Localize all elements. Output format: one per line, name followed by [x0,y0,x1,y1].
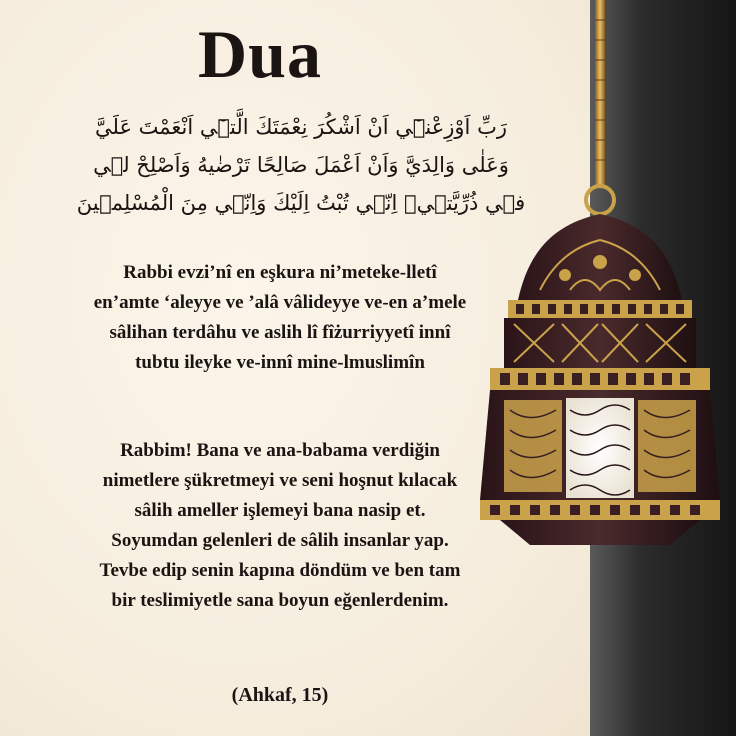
transliteration-line: Rabbi evzi’nî en eşkura ni’meteke-lletî [123,262,437,283]
transliteration-line: sâlihan terdâhu ve aslih lî fîżurriyyetî innî [109,322,451,343]
arabic-line: رَبِّ اَوْزِعْنٖٓي اَنْ اَشْكُرَ نِعْمَتَكَ الَّتٖٓي اَنْعَمْتَ عَلَيَّ [95,115,507,139]
meaning-line: nimetlere şükretmeyi ve seni hoşnut kılacak [102,470,458,491]
arabic-line: وَعَلٰى وَالِدَيَّ وَاَنْ اَعْمَلَ صَالِحًا تَرْضٰيهُ وَاَصْلِحْ لٖي [93,153,509,177]
ramadan-lantern-icon [470,0,736,600]
meaning-line: Soyumdan gelenleri de sâlih insanlar yap. [111,530,449,551]
meaning-line: Rabbim! Bana ve ana-babama verdiğin [120,440,440,461]
transliteration-line: en’amte ‘aleyye ve ’alâ vâlideyye ve-en a’mele [93,292,467,313]
meaning-line: Tevbe edip senin kapına döndüm ve ben tam [99,560,461,581]
arabic-line: فٖي ذُرِّيَّتٖيۚ اِنّٖي تُبْتُ اِلَيْكَ وَاِنّٖي مِنَ الْمُسْلِمٖينَ [76,191,526,215]
transliteration-line: tubtu ileyke ve-innî mine-lmuslimîn [135,352,425,373]
page-title: Dua [198,16,322,92]
meaning-line: sâlih ameller işlemeyi bana nasip et. [134,500,426,521]
verse-reference: (Ahkaf, 15) [231,684,329,706]
transliteration [20,258,540,378]
meaning [20,436,540,616]
meaning-line: bir teslimiyetle sana boyun eğenlerdenim. [111,590,449,611]
